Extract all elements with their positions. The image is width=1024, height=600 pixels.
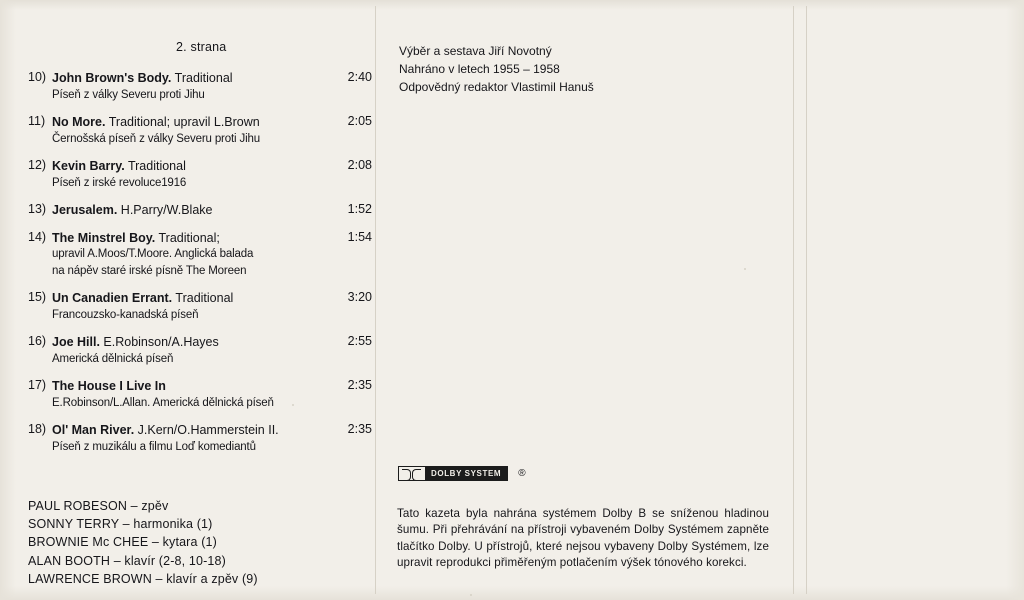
track-credit: E.Robinson/A.Hayes: [99, 335, 219, 349]
performer-line: LAWRENCE BROWN – klavír a zpěv (9): [28, 571, 258, 586]
track-subline: Francouzsko-kanadská píseň: [52, 308, 199, 321]
performer-line: ALAN BOOTH – klavír (2-8, 10-18): [28, 553, 226, 568]
track-subline: Píseň z irské revoluce1916: [52, 176, 187, 189]
track-row: [28, 202, 372, 219]
track-info: [52, 290, 314, 323]
track-info: [52, 230, 314, 280]
track-credit: Traditional: [124, 159, 186, 173]
dolby-logo-text: DOLBY SYSTEM: [425, 467, 507, 480]
track-row: [28, 229, 372, 280]
track-number: 13): [28, 202, 47, 216]
track-duration: 2:35: [347, 422, 372, 436]
track-title: Ol' Man River.: [52, 423, 135, 437]
track-title: Joe Hill.: [52, 335, 100, 349]
track-title: Kevin Barry.: [52, 159, 125, 173]
track-row: [28, 158, 372, 191]
credit-line: Odpovědný redaktor Vlastimil Hanuš: [399, 80, 594, 94]
track-subline: E.Robinson/L.Allan. Americká dělnická píseň: [52, 396, 274, 409]
track-title: John Brown's Body.: [52, 71, 172, 85]
tracklist-panel: [0, 0, 375, 600]
performers-list: [28, 497, 258, 588]
track-info: [52, 114, 314, 147]
paper-edge-right: [1006, 0, 1024, 600]
track-title: The House I Live In: [52, 379, 166, 393]
credit-line: Výběr a sestava Jiří Novotný: [399, 44, 552, 58]
dolby-note: Tato kazeta byla nahrána systémem Dolby B se sníženou hladinou šumu. Při přehrávání na přístroji vybaveném Dolby Systémem zapněte tlačítko Dolby. U přístrojů, které nejsou vybaveny Dolby Systémem, lze upravit reprodukci přiměřeným potlačením výšek tónového korekci.: [397, 507, 769, 570]
side-label: 2. strana: [176, 40, 227, 54]
track-duration: 2:35: [347, 378, 372, 392]
track-info: [52, 70, 314, 103]
track-duration: 2:05: [347, 114, 372, 128]
performer-line: BROWNIE Mc CHEE – kytara (1): [28, 535, 217, 550]
track-credit: H.Parry/W.Blake: [117, 203, 213, 217]
track-row: [28, 334, 372, 367]
track-title: Un Canadien Errant.: [52, 291, 173, 305]
tracklist: [28, 70, 372, 466]
track-row: [28, 70, 372, 103]
track-number: 12): [28, 158, 47, 172]
track-subline: Černošská píseň z války Severu proti Jihu: [52, 132, 260, 145]
track-subline: Americká dělnická píseň: [52, 352, 174, 365]
track-duration: 2:55: [347, 334, 372, 348]
track-duration: 3:20: [347, 290, 372, 304]
track-number: 11): [28, 114, 46, 128]
dolby-logo: [398, 466, 526, 481]
track-credit: Traditional: [172, 291, 234, 305]
track-info: [52, 378, 314, 411]
track-number: 14): [28, 229, 47, 244]
track-subline: Píseň z války Severu proti Jihu: [52, 88, 205, 101]
track-info: [52, 334, 314, 367]
track-info: [52, 202, 314, 219]
track-credit: Traditional: [171, 71, 233, 85]
track-duration: 1:54: [347, 229, 372, 244]
track-subline: Píseň z muzikálu a filmu Loď komediantů: [52, 440, 256, 453]
track-credit: Traditional;: [155, 230, 220, 245]
track-credit: Traditional; upravil L.Brown: [105, 115, 260, 129]
track-title: Jerusalem.: [52, 203, 118, 217]
track-title: No More.: [52, 115, 106, 129]
double-d-icon: [399, 467, 425, 480]
track-number: 18): [28, 422, 47, 436]
track-duration: 1:52: [347, 202, 372, 216]
track-info: [52, 422, 314, 455]
track-title: The Minstrel Boy.: [52, 230, 156, 245]
track-subline: na nápěv staré irské písně The Moreen: [52, 264, 247, 277]
registered-trademark-icon: ®: [518, 468, 526, 479]
production-credits: [399, 42, 594, 96]
fold-line-3: [806, 6, 807, 594]
track-row: [28, 422, 372, 455]
performer-line: PAUL ROBESON – zpěv: [28, 499, 169, 513]
track-number: 10): [28, 70, 47, 84]
track-subline: upravil A.Moos/T.Moore. Anglická balada: [52, 248, 254, 260]
track-number: 16): [28, 334, 47, 348]
credits-panel: [376, 0, 794, 600]
dolby-mark: [398, 466, 508, 481]
track-number: 17): [28, 378, 47, 392]
track-duration: 2:08: [347, 158, 372, 172]
track-credit: J.Kern/O.Hammerstein II.: [134, 423, 279, 437]
track-duration: 2:40: [347, 70, 372, 84]
track-row: [28, 114, 372, 147]
track-row: [28, 290, 372, 323]
credit-line: Nahráno v letech 1955 – 1958: [399, 62, 560, 76]
track-info: [52, 158, 314, 191]
track-number: 15): [28, 290, 47, 304]
track-row: [28, 378, 372, 411]
performer-line: SONNY TERRY – harmonika (1): [28, 517, 213, 532]
